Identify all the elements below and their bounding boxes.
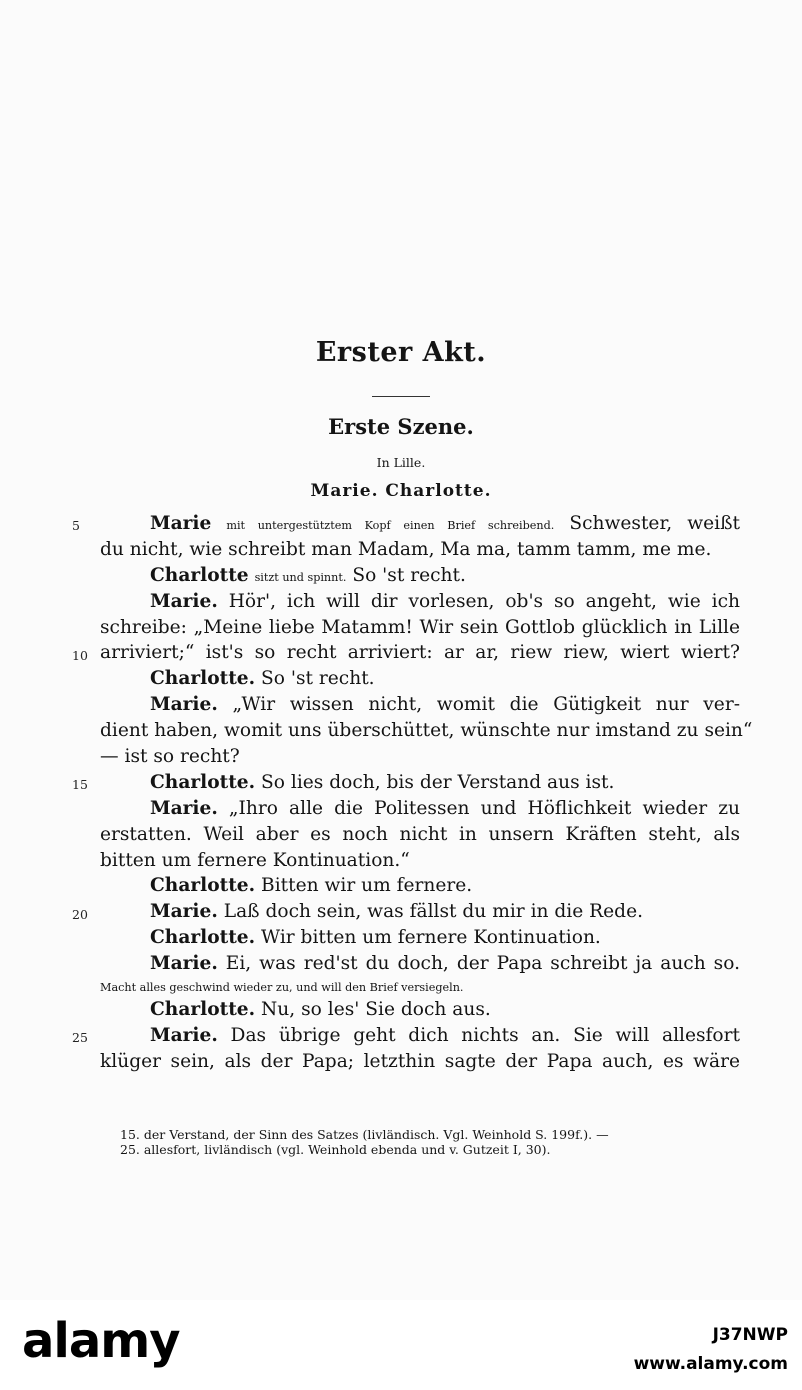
line-text: du nicht, wie schreibt man Madam, Ma ma, tamm tamm, me me. — [100, 538, 712, 560]
line-number: 10 — [72, 647, 88, 663]
speaker-name: Marie — [150, 513, 212, 534]
text-line — [100, 744, 740, 770]
stage-direction: sitzt und spinnt. — [254, 570, 347, 584]
text-line — [100, 563, 740, 589]
footnotes — [120, 1127, 740, 1157]
title-rule — [372, 396, 430, 397]
line-text: erstatten. Weil aber es noch nicht in unsern Kräften steht, als — [100, 823, 740, 845]
speaker-name: Charlotte. — [150, 999, 256, 1021]
text-line — [100, 977, 740, 997]
line-text: Das übrige geht dich nichts an. Sie will allesfort — [230, 1024, 740, 1046]
stage-direction: mit untergestütztem Kopf einen Brief schreibend. — [226, 519, 555, 532]
text-line — [100, 1023, 740, 1049]
text-line — [100, 511, 740, 537]
text-line — [100, 692, 740, 718]
line-number: 20 — [72, 906, 88, 922]
text-line — [100, 899, 740, 925]
line-text: Bitten wir um fernere. — [261, 875, 473, 897]
speaker-name: Marie. — [150, 694, 218, 716]
text-line — [100, 589, 740, 615]
text-line — [100, 615, 740, 641]
speaker-name: Charlotte. — [150, 771, 256, 793]
line-text: Ei, was red'st du doch, der Papa schreibt ja auch so. — [225, 953, 740, 975]
line-text: — ist so recht? — [100, 746, 240, 768]
line-text: arriviert;“ ist's so recht arriviert: ar ar, riew riew, wiert wiert? — [100, 642, 740, 664]
text-line — [100, 718, 753, 744]
footnote: 15. der Verstand, der Sinn des Satzes (livländisch. Vgl. Weinhold S. 199f.). — — [120, 1127, 609, 1142]
speaker-name: Charlotte — [150, 564, 249, 586]
act-title: Erster Akt. — [315, 337, 487, 368]
line-text: Hör', ich will dir vorlesen, ob's so angeht, wie ich — [228, 590, 740, 612]
text-line — [100, 873, 740, 899]
line-text: Schwester, weißt — [569, 513, 740, 534]
text-line — [100, 951, 740, 977]
text-line — [100, 666, 740, 692]
alamy-logo: alamy — [22, 1313, 180, 1369]
footnote: 25. allesfort, livländisch (vgl. Weinhold ebenda und v. Gutzeit I, 30). — [120, 1142, 551, 1157]
line-text: Laß doch sein, was fällst du mir in die Rede. — [223, 901, 643, 923]
line-text: klüger sein, als der Papa; letzthin sagte der Papa auch, es wäre — [100, 1050, 740, 1072]
image-id: J37NWP — [712, 1325, 788, 1345]
line-number: 5 — [72, 518, 80, 533]
speaker-name: Charlotte. — [150, 875, 256, 897]
text-line — [100, 925, 740, 951]
watermark-url: www.alamy.com — [633, 1354, 788, 1374]
scene-persons: Marie. Charlotte. — [310, 481, 492, 501]
line-text: schreibe: „Meine liebe Matamm! Wir sein Gottlob glücklich in Lille — [100, 616, 740, 638]
stage-direction: Macht alles geschwind wieder zu, und will den Brief versiegeln. — [100, 981, 464, 995]
text-line — [100, 640, 740, 666]
speaker-name: Marie. — [150, 590, 218, 612]
speaker-name: Charlotte. — [150, 927, 256, 949]
text-line — [100, 848, 740, 874]
scene-title: Erste Szene. — [328, 414, 474, 439]
line-text: So 'st recht. — [352, 564, 466, 586]
speaker-name: Charlotte. — [150, 668, 256, 690]
text-line — [100, 997, 740, 1023]
text-line — [100, 1049, 740, 1075]
text-line — [100, 537, 740, 563]
dialogue-text — [100, 511, 753, 1075]
line-text: So lies doch, bis der Verstand aus ist. — [261, 771, 615, 793]
speaker-name: Marie. — [150, 953, 218, 975]
line-text: Nu, so les' Sie doch aus. — [261, 999, 491, 1021]
line-text: „Wir wissen nicht, womit die Gütigkeit nur ver- — [232, 694, 740, 716]
line-text: „Ihro alle die Politessen und Höflichkeit wieder zu — [228, 797, 740, 819]
line-number: 25 — [72, 1030, 88, 1046]
watermark-info — [633, 1318, 788, 1382]
line-text: bitten um fernere Kontinuation.“ — [100, 849, 410, 871]
line-text: dient haben, womit uns überschüttet, wünschte nur imstand zu sein“ — [100, 720, 753, 742]
line-text: Wir bitten um fernere Kontinuation. — [261, 927, 601, 949]
text-line — [100, 770, 740, 796]
speaker-name: Marie. — [150, 797, 218, 819]
scene-place: In Lille. — [376, 455, 426, 470]
speaker-name: Marie. — [150, 1024, 218, 1046]
speaker-name: Marie. — [150, 901, 218, 923]
text-line — [100, 822, 740, 848]
line-number: 15 — [72, 777, 88, 792]
line-text: So 'st recht. — [261, 668, 375, 690]
text-line — [100, 796, 740, 822]
